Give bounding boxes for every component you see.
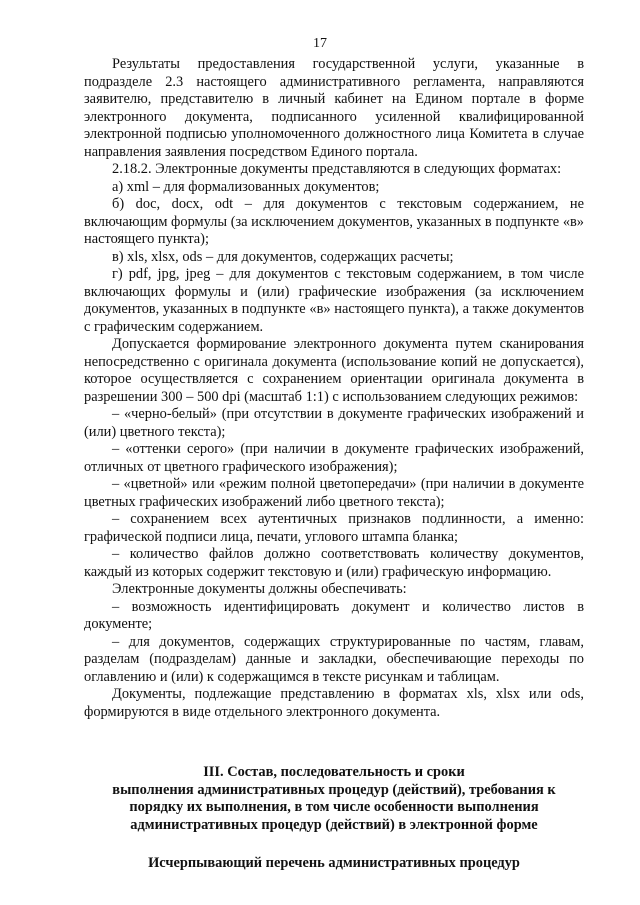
paragraph-separate-document: Документы, подлежащие представлению в форматах xls, xlsx или ods, формируются в виде отдельного электронного документа. bbox=[84, 686, 584, 720]
list-item-authenticity: – сохранением всех аутентичных признаков подлинности, а именно: графической подписи лица, печати, углового штампа бланка; bbox=[84, 511, 584, 545]
section-heading bbox=[84, 764, 584, 834]
list-item-file-count: – количество файлов должно соответствовать количеству документов, каждый из которых содержит текстовую и (или) графическую информацию. bbox=[84, 546, 584, 580]
list-item-grayscale-mode: – «оттенки серого» (при наличии в документе графических изображений, отличных от цветного графического изображения); bbox=[84, 441, 584, 475]
section-heading-line: III. Состав, последовательность и сроки bbox=[203, 764, 465, 780]
list-item-bw-mode: – «черно-белый» (при отсутствии в документе графических изображений и (или) цветного текста); bbox=[84, 406, 584, 440]
paragraph-results: Результаты предоставления государственной услуги, указанные в подразделе 2.3 настоящего административного регламента, направляются заявителю, представителю в личный кабинет на Едином портале в форме электронного документа, подписанного усиленной квалифицированной электронной подписью уполномоченного должностного лица Комитета в случае направления заявления посредством Единого портала. bbox=[84, 56, 584, 160]
page-number: 17 bbox=[313, 36, 327, 51]
list-item-structured-documents: – для документов, содержащих структурированные по частям, главам, разделам (подразделам) данные и закладки, обеспечивающие переходы по оглавлению и (или) к содержащимся в тексте рисункам и таблицам. bbox=[84, 633, 584, 685]
list-item-identify-document: – возможность идентифицировать документ и количество листов в документе; bbox=[84, 598, 584, 632]
list-item-xml: а) xml – для формализованных документов; bbox=[112, 178, 380, 195]
paragraph-formats-intro: 2.18.2. Электронные документы представляются в следующих форматах: bbox=[112, 161, 562, 177]
list-item-doc: б) doc, docx, odt – для документов с текстовым содержанием, не включающим формулы (за исключением документов, указанных в подпункте «в» настоящего пункта); bbox=[84, 196, 584, 247]
section-heading-line: административных процедур (действий) в электронной форме bbox=[130, 816, 538, 833]
section-heading-line: выполнения административных процедур (действий), требования к bbox=[112, 781, 556, 798]
paragraph-requirements-intro: Электронные документы должны обеспечивать: bbox=[112, 581, 407, 597]
document-body bbox=[84, 56, 584, 721]
paragraph-scanning: Допускается формирование электронного документа путем сканирования непосредственно с оригинала документа (использование копий не допускается), которое осуществляется с сохранением ориентации оригинала документа в разрешении 300 – 500 dpi (масштаб 1:1) с использованием следующих режимов: bbox=[84, 336, 584, 405]
list-item-pdf: г) pdf, jpg, jpeg – для документов с текстовым содержанием, в том числе включающих формулы и (или) графические изображения (за исключением документов, указанных в подпункте «в» настоящего пункта), а также документов с графическим содержанием. bbox=[84, 266, 584, 335]
section-heading-line: порядку их выполнения, в том числе особенности выполнения bbox=[129, 799, 539, 815]
list-item-color-mode: – «цветной» или «режим полной цветопередачи» (при наличии в документе цветных графических изображений либо цветного текста); bbox=[84, 476, 584, 510]
subsection-heading: Исчерпывающий перечень административных процедур bbox=[148, 855, 520, 871]
list-item-xls: в) xls, xlsx, ods – для документов, содержащих расчеты; bbox=[112, 248, 454, 265]
